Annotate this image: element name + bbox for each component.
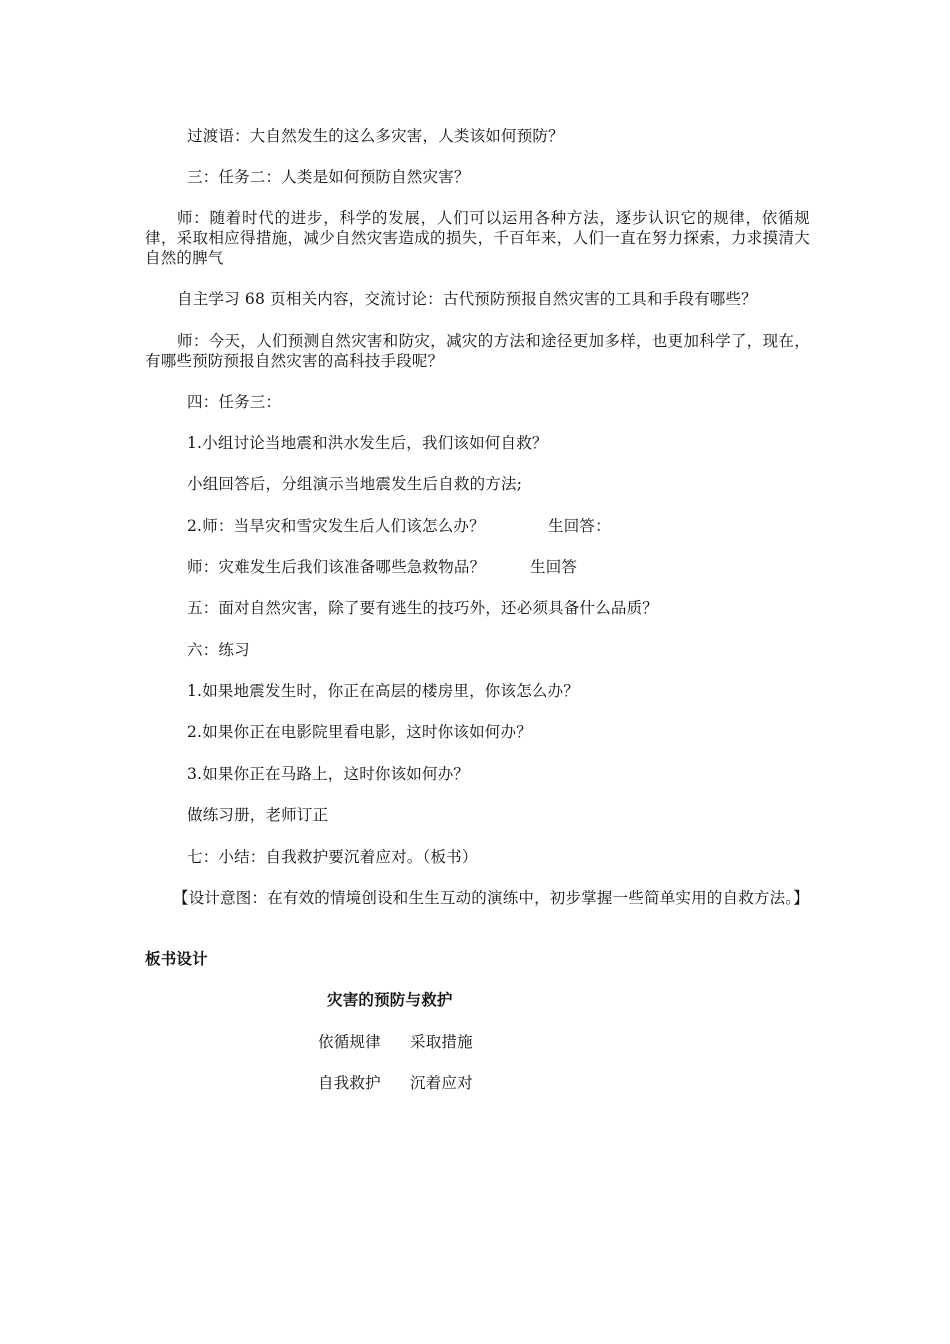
board-row2-right: 沉着应对 (410, 1074, 473, 1092)
exercise-book-text: 做练习册，老师订正 (187, 806, 329, 824)
exercise-1: 1.如果地震发生时，你正在高层的楼房里，你该怎么办？ (187, 682, 579, 700)
board-design-heading: 板书设计 (145, 950, 208, 968)
task3-teacher-question: 师：灾难发生后我们该准备哪些急救物品？ (187, 558, 486, 576)
exercise-2: 2.如果你正在电影院里看电影，这时你该如何办？ (187, 723, 532, 741)
task2-selfstudy-text: 自主学习 68 页相关内容，交流讨论：古代预防预报自然灾害的工具和手段有哪些？ (177, 290, 757, 308)
summary-text: 七：小结：自我救护要沉着应对。（板书） (187, 848, 478, 866)
board-row2-left: 自我救护 (318, 1074, 381, 1092)
section6-heading: 六：练习 (187, 641, 250, 659)
design-intent-paragraph: 【设计意图：在有效的情境创设和生生互动的演练中，初步掌握一些简单实用的自救方法。】 (173, 889, 809, 907)
task3-item1-answer: 小组回答后，分组演示当地震发生后自救的方法; (187, 475, 523, 493)
section5-text: 五：面对自然灾害，除了要有逃生的技巧外，还必须具备什么品质？ (187, 599, 659, 617)
exercise-3: 3.如果你正在马路上，这时你该如何办？ (187, 765, 470, 783)
task2-teacher-paragraph: 师：随着时代的进步，科学的发展，人们可以运用各种方法，逐步认识它的规律，依循规律，采取相应得措施，减少自然灾害造成的损失，千百年来，人们一直在努力探索，力求摸清大自然的脾气 (145, 209, 810, 267)
task3-teacher-answer: 生回答 (530, 558, 578, 576)
task3-heading: 四：任务三： (187, 393, 282, 411)
task3-item2-question: 2.师：当旱灾和雪灾发生后人们该怎么办？ (187, 517, 485, 535)
board-row1-right: 采取措施 (410, 1033, 473, 1051)
task2-heading: 三：任务二：人类是如何预防自然灾害？ (187, 168, 470, 186)
task2-today-paragraph: 师：今天，人们预测自然灾害和防灾，减灾的方法和途径更加多样，也更加科学了，现在，有哪些预防预报自然灾害的高科技手段呢？ (145, 332, 810, 370)
task3-item1: 1.小组讨论当地震和洪水发生后，我们该如何自救？ (187, 434, 548, 452)
board-title: 灾害的预防与救护 (327, 991, 453, 1009)
task3-item2-answer: 生回答： (548, 517, 611, 535)
transition-text: 过渡语：大自然发生的这么多灾害，人类该如何预防？ (187, 127, 564, 145)
board-row1-left: 依循规律 (318, 1033, 381, 1051)
